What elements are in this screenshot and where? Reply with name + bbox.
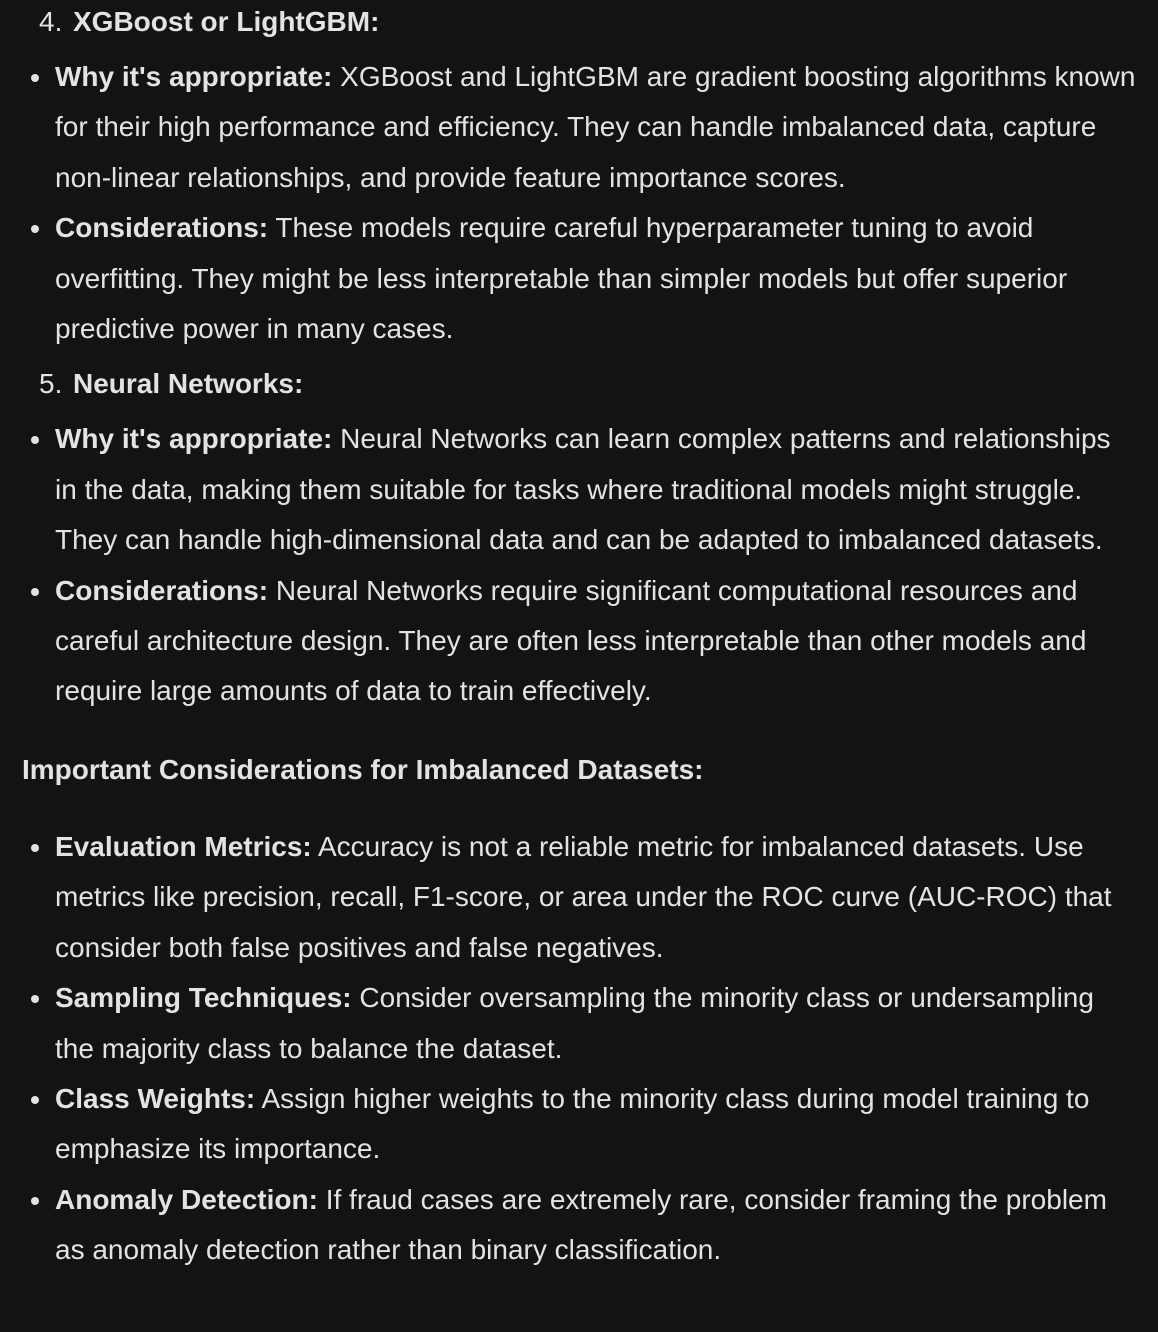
neural-networks-bullets (22, 414, 1136, 716)
bullet-text: Neural Networks require significant computational resources and careful architecture design. They are often less interpretable than other models and require large amounts of data to train effectively. (55, 574, 1087, 707)
bullet-lead: Why it's appropriate: (55, 61, 333, 92)
list-heading-xgboost (22, 0, 1136, 47)
list-item (22, 973, 1136, 1074)
bullet-lead: Why it's appropriate: (55, 423, 333, 455)
bullet-text: If fraud cases are extremely rare, consider framing the problem as anomaly detection rather than binary classification. (55, 1183, 1107, 1266)
imbalanced-bullets (22, 822, 1136, 1276)
bullet-text: XGBoost and LightGBM are gradient boosting algorithms known for their high performance and efficiency. They can handle imbalanced data, capture non-linear relationships, and provide feature importance scores. (55, 61, 1136, 193)
list-item (22, 52, 1136, 203)
bullet-lead: Class Weights: (55, 1082, 256, 1114)
list-number: 4. (39, 6, 63, 37)
section-heading: Important Considerations for Imbalanced Datasets: (22, 753, 704, 785)
bullet-lead: Considerations: (55, 212, 269, 244)
list-item (22, 822, 1136, 973)
list-item (22, 566, 1136, 717)
list-number: 5. (39, 368, 63, 400)
bullet-text: These models require careful hyperparameter tuning to avoid overfitting. They might be less interpretable than simpler models but offer superior predictive power in many cases. (55, 212, 1068, 345)
bullet-lead: Considerations: (55, 574, 269, 606)
bullet-text: Consider oversampling the minority class or undersampling the majority class to balance the dataset. (55, 982, 1094, 1064)
list-item (22, 414, 1136, 565)
list-title: XGBoost or LightGBM: (73, 6, 380, 37)
bullet-text: Accuracy is not a reliable metric for imbalanced datasets. Use metrics like precision, recall, F1-score, or area under the ROC curve (AUC-ROC) that consider both false positives and false negatives. (55, 830, 1112, 963)
bullet-lead: Sampling Techniques: (55, 982, 352, 1014)
bullet-text: Assign higher weights to the minority class during model training to emphasize its importance. (55, 1082, 1090, 1165)
list-heading-neural-networks (22, 359, 1136, 409)
xgboost-bullets (22, 52, 1136, 354)
list-item (22, 203, 1136, 354)
bullet-text: Neural Networks can learn complex patterns and relationships in the data, making them suitable for tasks where traditional models might struggle. They can handle high-dimensional data and can be adapted to imbalanced datasets. (55, 423, 1111, 556)
list-item (22, 1074, 1136, 1175)
bullet-lead: Anomaly Detection: (55, 1183, 318, 1215)
list-item (22, 1175, 1136, 1276)
bullet-lead: Evaluation Metrics: (55, 830, 312, 862)
list-title: Neural Networks: (73, 368, 304, 400)
